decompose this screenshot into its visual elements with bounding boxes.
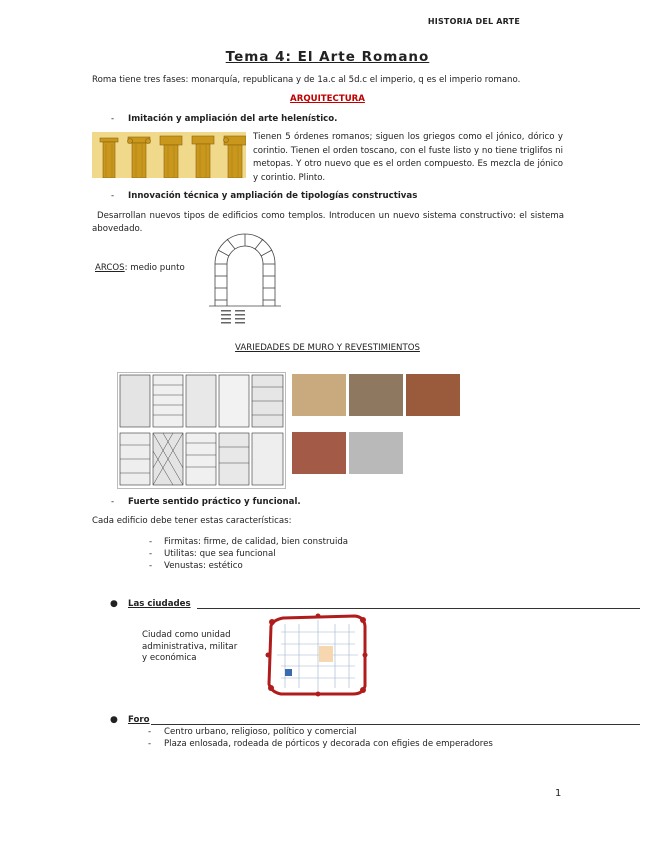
foro-item: - xyxy=(148,739,152,749)
wall-photo-opus-3 xyxy=(406,374,460,416)
characteristic-utilitas: Utilitas: que sea funcional xyxy=(164,549,276,559)
heading-rule xyxy=(151,724,640,725)
wall-photo-blank xyxy=(406,432,460,474)
bullet-practical: Fuerte sentido práctico y funcional. xyxy=(128,497,301,507)
characteristic-firmitas: Firmitas: firme, de calidad, bien construida xyxy=(164,537,349,547)
heading-rule xyxy=(197,608,640,609)
arch-diagram xyxy=(205,226,285,331)
page-title: Tema 4: El Arte Romano xyxy=(225,49,430,65)
bullet-dash: - xyxy=(111,191,115,201)
characteristic-venustas: Venustas: estético xyxy=(164,561,243,571)
walls-heading: VARIEDADES DE MURO Y REVESTIMIENTOS xyxy=(235,343,420,353)
bullet-imitation: Imitación y ampliación del arte helenístico. xyxy=(128,114,338,124)
roman-orders-image xyxy=(92,132,246,178)
characteristics-intro: Cada edificio debe tener estas características: xyxy=(92,516,292,526)
cities-paragraph: Ciudad como unidad administrativa, militar y económica xyxy=(142,630,238,663)
characteristic-item: - xyxy=(149,549,153,559)
roman-city-map xyxy=(263,612,370,698)
page-number: 1 xyxy=(555,788,562,799)
intro-paragraph: Roma tiene tres fases: monarquía, republicana y de 1a.c al 5d.c el imperio, q es el imperio romano. xyxy=(92,75,521,85)
wall-photo-opus-2 xyxy=(349,374,403,416)
characteristic-item: - xyxy=(149,537,153,547)
running-header: HISTORIA DEL ARTE xyxy=(427,17,520,26)
wall-types-drawing xyxy=(117,372,286,489)
wall-photo-opus-4 xyxy=(292,432,346,474)
foro-item-text: Plaza enlosada, rodeada de pórticos y decorada con efigies de emperadores xyxy=(164,739,493,749)
wall-photos xyxy=(292,374,460,486)
wall-photo-opus-5 xyxy=(349,432,403,474)
foro-item-text: Centro urbano, religioso, político y comercial xyxy=(164,727,357,737)
orders-paragraph: Tienen 5 órdenes romanos; siguen los griegos como el jónico, dórico y corintio. Tienen el orden toscano, con el fuste listo y no tiene triglifos ni metopas. Y otro nuevo que es el orden compuesto. Es mezcla de jónico y corintio. Plinto. xyxy=(253,132,563,183)
arcos-line xyxy=(95,262,185,275)
bullet-dash: - xyxy=(111,497,115,507)
characteristic-item: - xyxy=(149,561,153,571)
bullet-dash: - xyxy=(111,114,115,124)
arcos-value: : medio punto xyxy=(124,263,185,273)
bullet-innovation: Innovación técnica y ampliación de tipologías constructivas xyxy=(128,191,418,201)
bullet-dot: ● xyxy=(110,715,118,725)
innovation-paragraph: Desarrollan nuevos tipos de edificios como templos. Introducen un nuevo sistema constructivo: el sistema abovedado. xyxy=(92,211,564,234)
foro-item: - xyxy=(148,727,152,737)
bullet-dot: ● xyxy=(110,599,118,609)
wall-photo-opus-1 xyxy=(292,374,346,416)
section-architecture-heading: ARQUITECTURA xyxy=(290,94,365,104)
cities-heading: Las ciudades xyxy=(128,599,191,609)
foro-heading: Foro xyxy=(128,715,150,725)
arcos-label: ARCOS xyxy=(95,263,125,273)
